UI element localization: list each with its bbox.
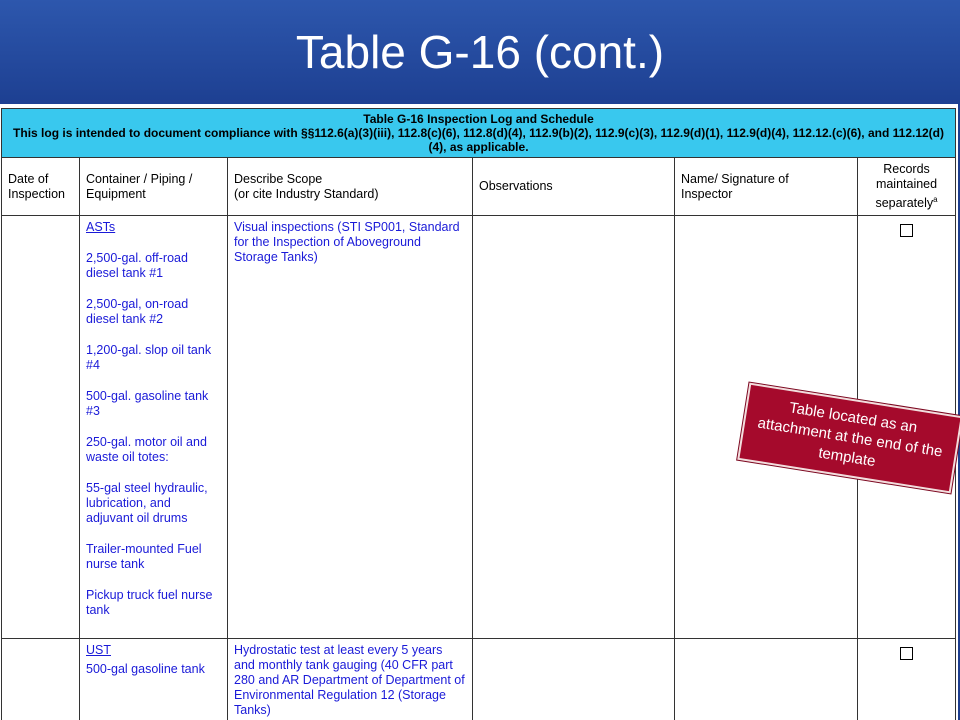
row-heading: ASTs [86,220,116,235]
column-header-inspector-line2: Inspector [681,186,733,201]
table-title: Table G-16 Inspection Log and Schedule [363,112,594,126]
list-item: Trailer-mounted Fuel nurse tank [86,542,202,572]
inspector-cell[interactable] [675,639,858,720]
list-item: 500-gal. gasoline tank #3 [86,389,209,419]
scope-cell [228,639,473,720]
column-header-observations-label: Observations [479,179,553,194]
records-checkbox[interactable] [900,224,913,237]
list-item: 500-gal gasoline tank [86,662,205,677]
column-header-observations [473,158,675,216]
column-header-row [2,158,956,216]
column-header-container-line1: Container / Piping / [86,171,193,186]
observations-cell[interactable] [473,216,675,639]
column-header-date [2,158,80,216]
scope-cell [228,216,473,639]
column-header-inspector [675,158,858,216]
observations-cell[interactable] [473,639,675,720]
scope-text: Visual inspections (STI SP001, Standard for the Inspection of Aboveground Storage Tanks) [234,220,460,265]
list-item: 2,500-gal. off-road diesel tank #1 [86,251,188,281]
records-checkbox[interactable] [900,647,913,660]
column-header-records-line3: separately [875,196,934,211]
container-cell [80,216,228,639]
column-header-inspector-line1: Name/ Signature of [681,171,789,186]
records-cell [858,639,956,720]
table-description: This log is intended to document compliance with §§112.6(a)(3)(iii), 112.8(c)(6), 112.8(d)(4), 112.9(b)(2), 112.9(c)(3), 112.9(d)(1), 112.9(d)(4), 112.12.(c)(6), and 112.12(d)(4), as applicable. [13,126,944,154]
column-header-records-line2: maintained [875,177,938,191]
date-cell[interactable] [2,639,80,720]
date-cell[interactable] [2,216,80,639]
column-header-date-line2: Inspection [8,186,65,201]
column-header-scope [228,158,473,216]
column-header-date-line1: Date of [8,171,49,186]
list-item: Pickup truck fuel nurse tank [86,588,213,618]
row-heading: UST [86,643,111,658]
table-title-row [2,109,956,158]
list-item: 250-gal. motor oil and waste oil totes: [86,435,207,465]
list-item: 2,500-gal, on-road diesel tank #2 [86,297,189,327]
column-header-records [858,158,956,216]
list-item: 55-gal steel hydraulic, lubrication, and adjuvant oil drums [86,481,208,526]
column-header-container [80,158,228,216]
table-header-cell [2,109,956,158]
column-header-records-line1: Records [883,162,930,176]
list-item: 1,200-gal. slop oil tank #4 [86,343,212,373]
column-header-scope-line2: (or cite Industry Standard) [234,186,379,201]
table-row [2,639,956,720]
column-header-container-line2: Equipment [86,186,146,201]
records-footnote-marker: a [933,195,938,204]
scope-text: Hydrostatic test at least every 5 years and monthly tank gauging (40 CFR part 280 and AR Department of Department of Environmental Regulation 12 (Storage Tanks) [234,643,465,718]
callout-text: Table located as an attachment at the end of the template [756,399,944,471]
column-header-scope-line1: Describe Scope [234,171,323,186]
container-cell [80,639,228,720]
slide-title: Table G-16 (cont.) [295,26,665,78]
